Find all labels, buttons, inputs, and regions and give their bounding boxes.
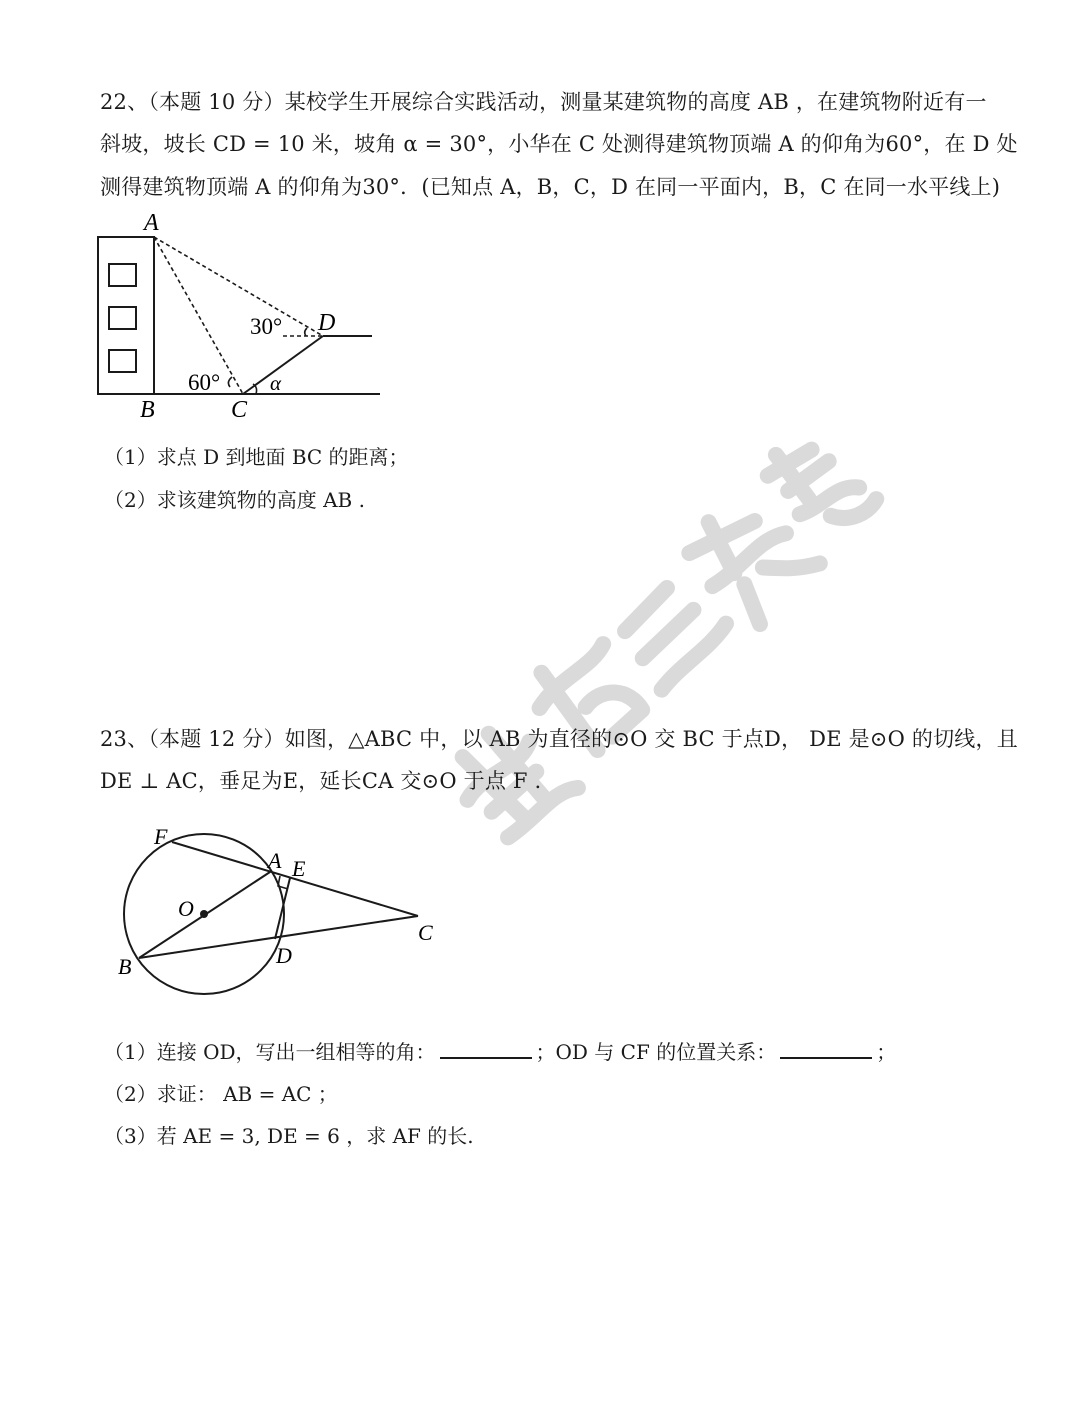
watermark-brush-strokes [400, 380, 920, 900]
q22-part-2: （2）求该建筑物的高度 AB . [104, 488, 365, 512]
watermark [400, 380, 920, 900]
label-b: B [140, 397, 155, 423]
sight-line-da [154, 237, 323, 336]
angle-label-60: 60° [188, 370, 221, 395]
building-window [109, 307, 136, 329]
q22-figure [90, 212, 390, 431]
q22-line-2: 斜坡，坡长 CD = 10 米，坡角 α = 30°，小华在 C 处测得建筑物顶端 A 的仰角为60°，在 D 处 [100, 132, 1018, 156]
q23-figure [110, 818, 450, 1002]
label-f: F [154, 824, 168, 849]
q23-part-1 [104, 1036, 896, 1065]
q22-line-3: 测得建筑物顶端 A 的仰角为30°．(已知点 A，B，C，D 在同一平面内，B，C 在同一水平线上) [100, 175, 1001, 199]
q23-line-2: DE ⊥ AC，垂足为E，延长CA 交⊙O 于点 F . [100, 769, 542, 793]
label-o: O [178, 896, 194, 921]
q23-part-1-prompt: （1）连接 OD，写出一组相等的角： [104, 1040, 436, 1064]
label-c: C [231, 397, 248, 423]
angle-arc-c [228, 377, 232, 387]
angle-label-alpha: α [270, 371, 282, 395]
building [98, 237, 154, 394]
label-d: D [276, 943, 292, 968]
angle-label-30: 30° [250, 314, 283, 339]
label-a: A [268, 848, 282, 873]
label-d: D [318, 310, 336, 336]
q23-part-1-prompt-2: ；OD 与 CF 的位置关系： [535, 1040, 777, 1064]
q23-part-2: （2）求证： AB = AC ； [104, 1082, 338, 1106]
building-window [109, 350, 136, 372]
q23-part-1-end: ； [876, 1040, 897, 1064]
label-e: E [292, 856, 306, 881]
answer-blank-position-relation[interactable] [780, 1041, 872, 1059]
q22-part-1: （1）求点 D 到地面 BC 的距离； [104, 445, 409, 469]
answer-blank-equal-angles[interactable] [440, 1041, 532, 1059]
label-a: A [144, 212, 159, 236]
right-angle-mark [278, 876, 288, 889]
q23-part-3: （3）若 AE = 3, DE = 6 ，求 AF 的长. [104, 1124, 474, 1148]
center-point [200, 910, 208, 918]
label-c: C [418, 920, 433, 945]
q23-line-1: 23、（本题 12 分）如图，△ABC 中，以 AB 为直径的⊙O 交 BC 于点D， DE 是⊙O 的切线，且 [100, 727, 1018, 751]
q22-line-1: 22、（本题 10 分）某校学生开展综合实践活动，测量某建筑物的高度 AB ，在建筑物附近有一 [100, 90, 987, 114]
angle-arc-d [305, 328, 307, 336]
building-window [109, 264, 136, 286]
label-b: B [118, 954, 132, 979]
